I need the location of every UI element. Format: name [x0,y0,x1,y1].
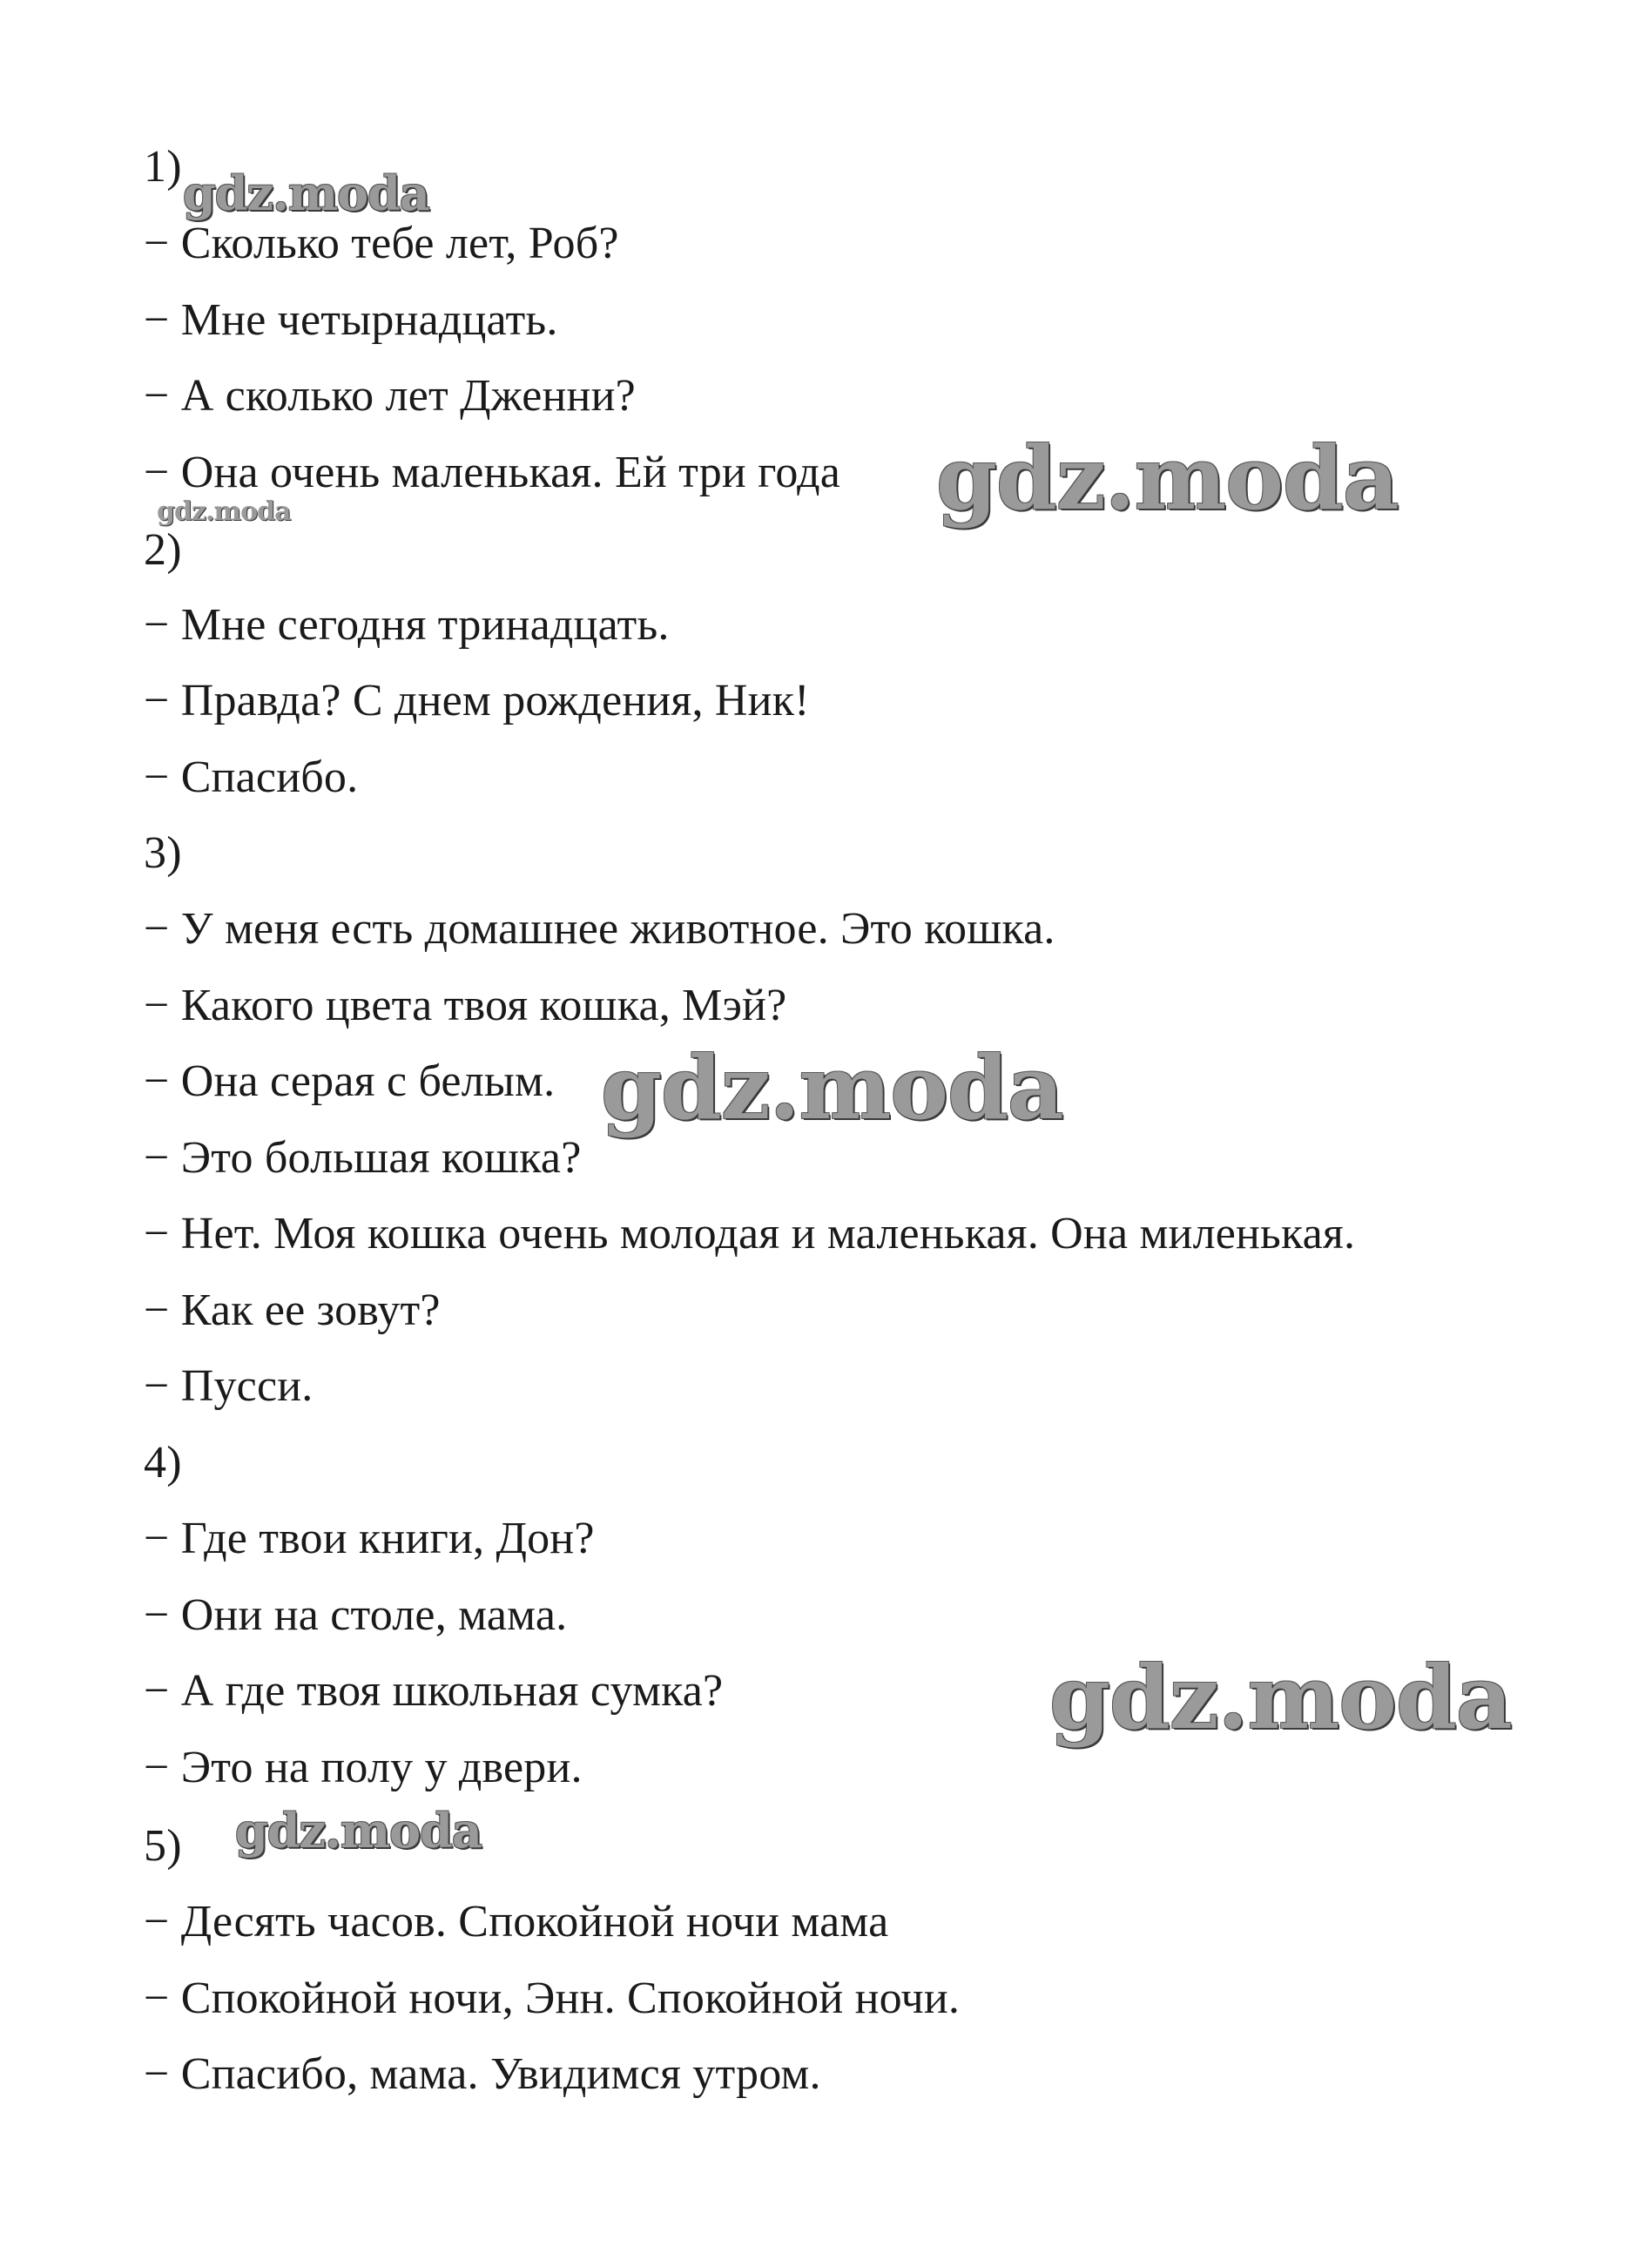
watermark-logo: gdz.moda [157,496,291,527]
watermark-logo: gdz.moda [183,165,429,221]
watermark-logo: gdz.moda [1049,1646,1512,1749]
dialogue-line: − Какого цвета твоя кошка, Мэй? [144,981,787,1030]
section-number-1: 1) [144,142,182,192]
dialogue-line: − Десять часов. Спокойной ночи мама [144,1897,889,1947]
dialogue-line: − Мне сегодня тринадцать. [144,600,670,650]
watermark-logo: gdz.moda [601,1036,1063,1139]
dialogue-line: − А где твоя школьная сумка? [144,1666,724,1716]
dialogue-line: − Она очень маленькая. Ей три года [144,448,841,497]
section-number-5: 5) [144,1821,182,1871]
dialogue-line: − Правда? С днем рождения, Ник! [144,676,810,725]
dialogue-line: − Мне четырнадцать. [144,295,558,345]
dialogue-line: − Спокойной ночи, Энн. Спокойной ночи. [144,1974,961,2023]
watermark-logo: gdz.moda [936,427,1399,530]
dialogue-line: − А сколько лет Дженни? [144,371,636,421]
dialogue-line: − Нет. Моя кошка очень молодая и маленькая. Она миленькая. [144,1209,1356,1258]
dialogue-line: − Спасибо, мама. Увидимся утром. [144,2049,821,2099]
dialogue-line: − Как ее зовут? [144,1285,441,1335]
dialogue-line: − Она серая с белым. [144,1056,556,1106]
dialogue-line: − Спасибо. [144,752,359,802]
section-number-2: 2) [144,525,182,575]
dialogue-line: − Где твои книги, Дон? [144,1514,595,1563]
section-number-3: 3) [144,828,182,878]
dialogue-line: − Пусси. [144,1361,314,1411]
dialogue-line: − Это на полу у двери. [144,1743,583,1792]
section-number-4: 4) [144,1438,182,1488]
dialogue-line: − У меня есть домашнее животное. Это кошка. [144,904,1055,954]
dialogue-line: − Они на столе, мама. [144,1590,568,1640]
dialogue-line: − Сколько тебе лет, Роб? [144,219,619,268]
dialogue-line: − Это большая кошка? [144,1133,582,1183]
watermark-logo: gdz.moda [235,1803,482,1859]
